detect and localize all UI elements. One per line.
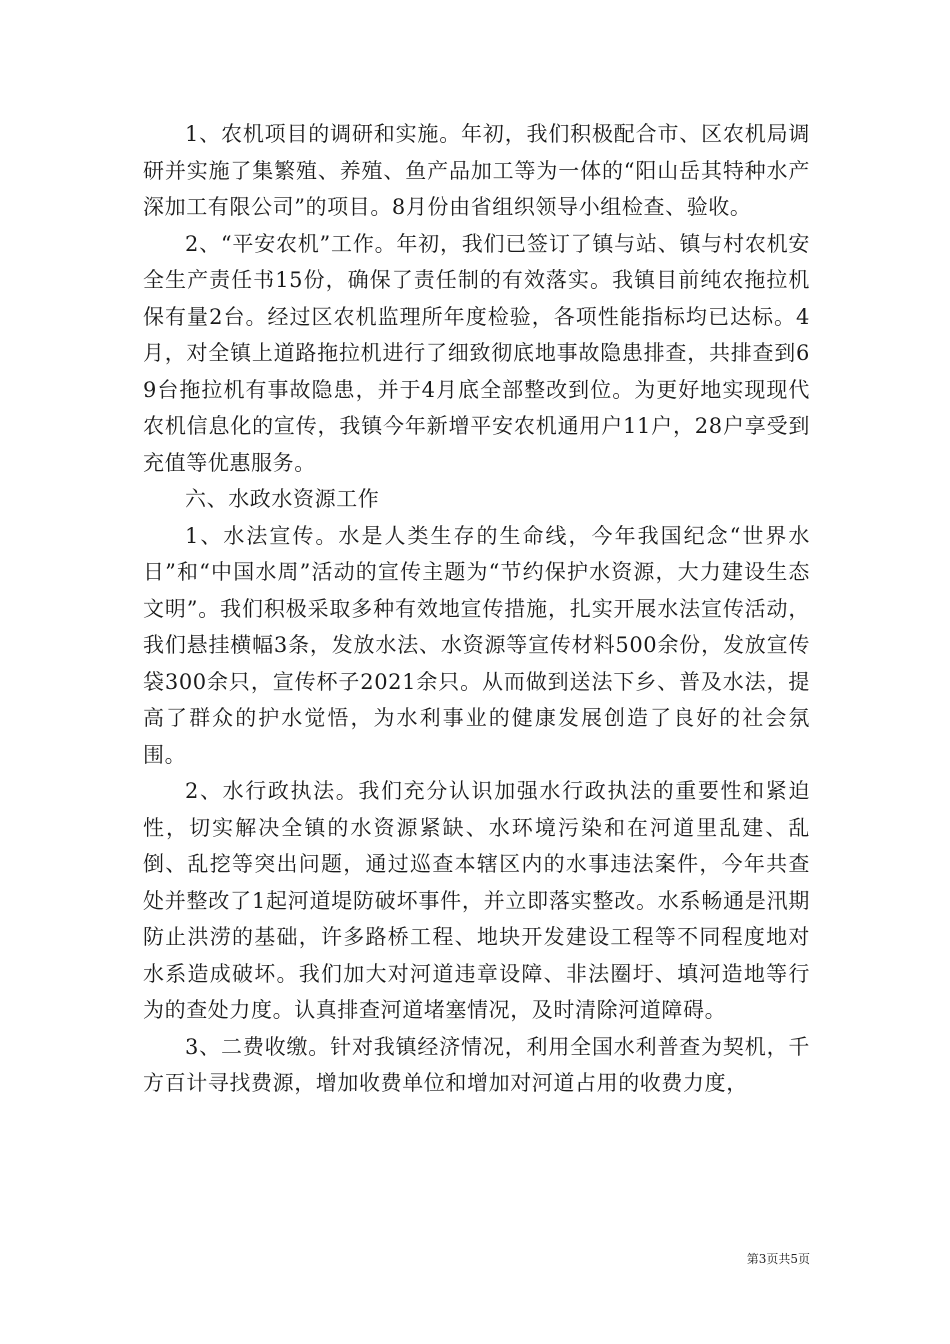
page-number: 第3页共5页	[746, 1252, 810, 1266]
document-body	[143, 116, 810, 1102]
paragraph-safe-machinery: 2、“平安农机”工作。年初，我们已签订了镇与站、镇与村农机安全生产责任书15份，确保了责任制的有效落实。我镇目前纯农拖拉机保有量2台。经过区农机监理所年度检验，各项性能指标均已达标。4月，对全镇上道路拖拉机进行了细致彻底地事故隐患排查，共排查到69台拖拉机有事故隐患，并于4月底全部整改到位。为更好地实现现代农机信息化的宣传，我镇今年新增平安农机通用户11户，28户享受到充值等优惠服务。	[143, 231, 810, 475]
paragraph-fee-collection: 3、二费收缴。针对我镇经济情况，利用全国水利普查为契机，千方百计寻找费源，增加收费单位和增加对河道占用的收费力度，	[143, 1034, 810, 1095]
paragraph-water-law-publicity: 1、水法宣传。水是人类生存的生命线，今年我国纪念“世界水日”和“中国水周”活动的宣传主题为“节约保护水资源，大力建设生态文明”。我们积极采取多种有效地宣传措施，扎实开展水法宣传活动，我们悬挂横幅3条，发放水法、水资源等宣传材料500余份，发放宣传袋300余只，宣传杯子2021余只。从而做到送法下乡、普及水法，提高了群众的护水觉悟，为水利事业的健康发展创造了良好的社会氛围。	[143, 523, 810, 767]
paragraph-water-law-enforcement: 2、水行政执法。我们充分认识加强水行政执法的重要性和紧迫性，切实解决全镇的水资源紧缺、水环境污染和在河道里乱建、乱倒、乱挖等突出问题，通过巡查本辖区内的水事违法案件，今年共查处并整改了1起河道堤防破坏事件，并立即落实整改。水系畅通是汛期防止洪涝的基础，许多路桥工程、地块开发建设工程等不同程度地对水系造成破坏。我们加大对河道违章设障、非法圈圩、填河造地等行为的查处力度。认真排查河道堵塞情况，及时清除河道障碍。	[143, 779, 810, 1022]
section-heading-water-admin: 六、水政水资源工作	[185, 487, 380, 511]
page-number-footer	[0, 1250, 810, 1267]
paragraph-agri-machinery-project: 1、农机项目的调研和实施。年初，我们积极配合市、区农机局调研并实施了集繁殖、养殖、鱼产品加工等为一体的“阳山岳其特种水产深加工有限公司”的项目。8月份由省组织领导小组检查、验收。	[143, 122, 810, 219]
